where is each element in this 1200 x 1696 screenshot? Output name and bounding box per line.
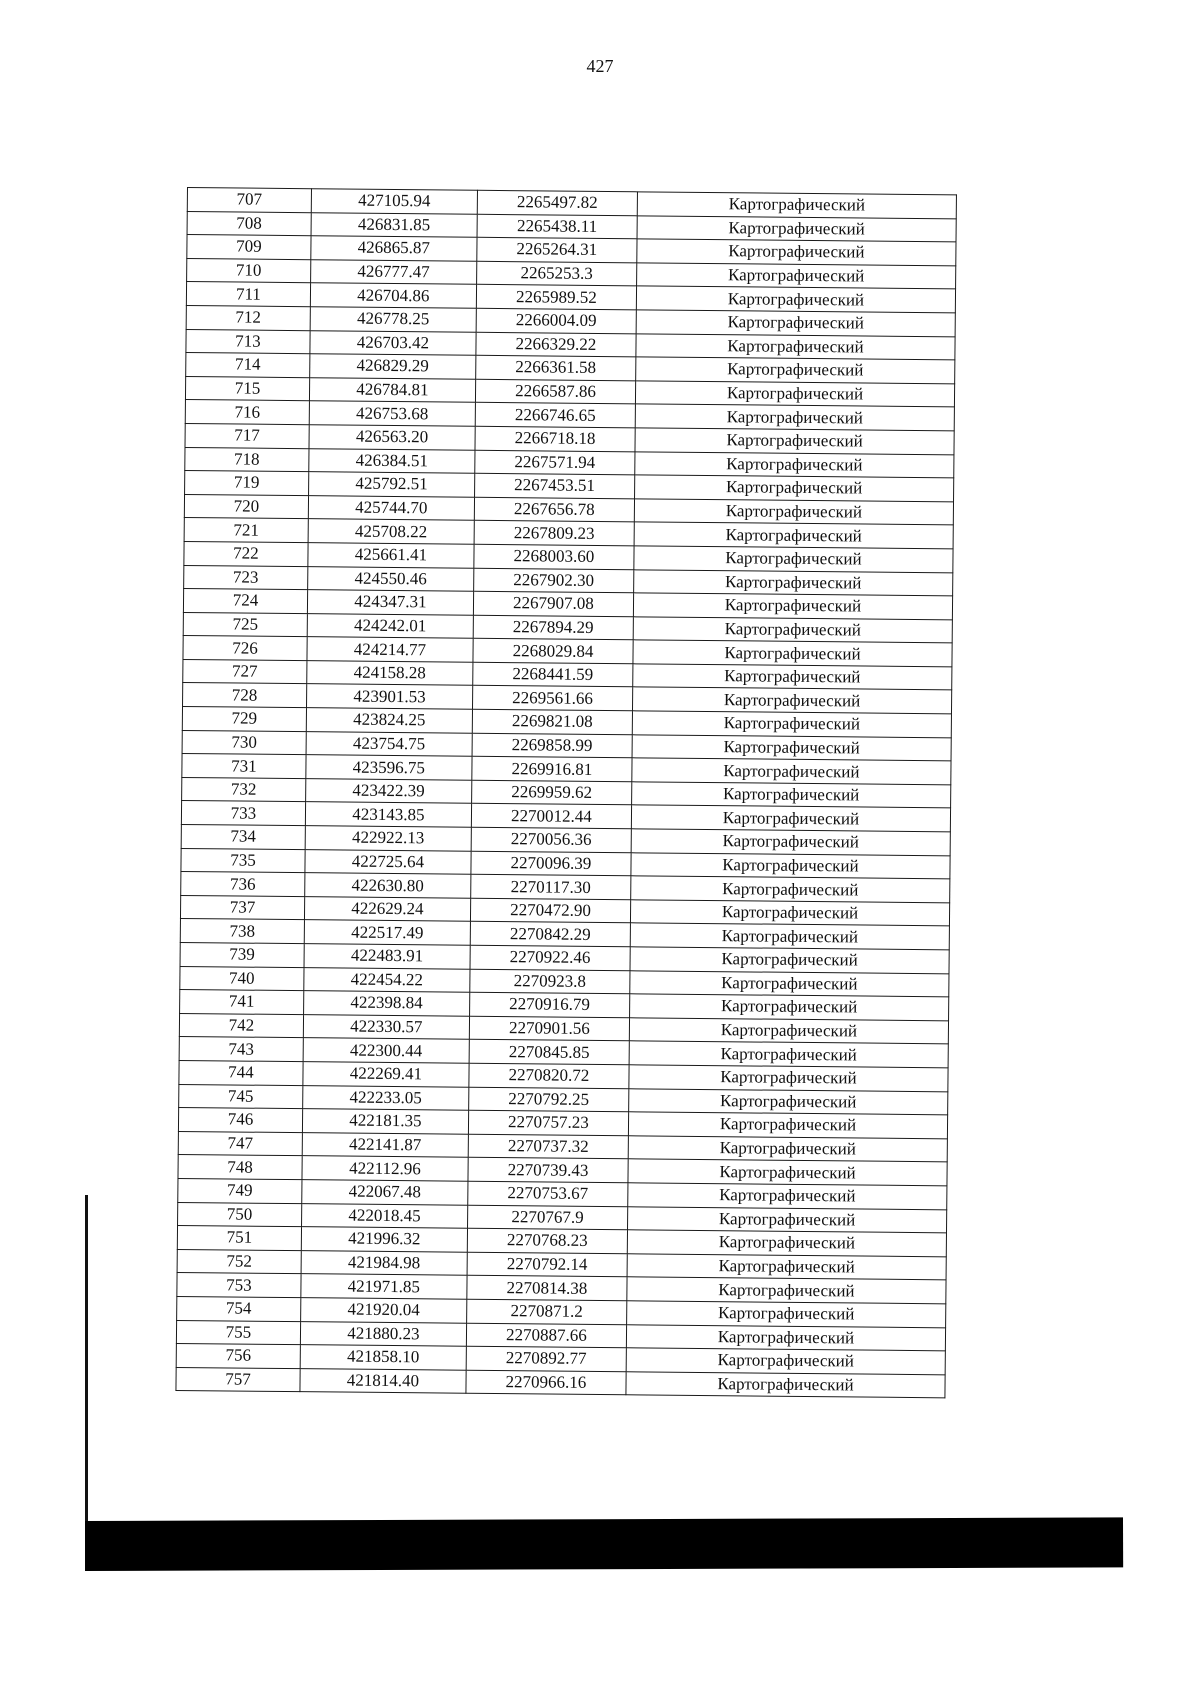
y-coordinate-cell: 2265438.11: [477, 214, 637, 239]
x-coordinate-cell: 421858.10: [300, 1345, 466, 1370]
method-cell: Картографический: [628, 1136, 947, 1163]
x-coordinate-cell: 422725.64: [305, 849, 471, 874]
y-coordinate-cell: 2266361.58: [476, 355, 636, 380]
x-coordinate-cell: 421880.23: [300, 1321, 466, 1346]
method-cell: Картографический: [636, 357, 955, 384]
y-coordinate-cell: 2270892.77: [466, 1346, 626, 1371]
x-coordinate-cell: 422629.24: [304, 896, 470, 921]
y-coordinate-cell: 2270966.16: [466, 1370, 626, 1395]
point-number-cell: 747: [178, 1131, 302, 1156]
point-number-cell: 754: [177, 1296, 301, 1321]
x-coordinate-cell: 426784.81: [309, 377, 475, 402]
page-number: 427: [586, 56, 614, 76]
y-coordinate-cell: 2266329.22: [476, 332, 636, 357]
method-cell: Картографический: [630, 994, 949, 1021]
method-cell: Картографический: [634, 499, 953, 526]
method-cell: Картографический: [635, 428, 954, 455]
x-coordinate-cell: 423596.75: [306, 755, 472, 780]
y-coordinate-cell: 2270768.23: [467, 1228, 627, 1253]
method-cell: Картографический: [630, 900, 949, 927]
point-number-cell: 739: [180, 942, 304, 967]
x-coordinate-cell: 422922.13: [305, 826, 471, 851]
method-cell: Картографический: [637, 263, 956, 290]
x-coordinate-cell: 423754.75: [306, 731, 472, 756]
point-number-cell: 725: [183, 612, 307, 637]
point-number-cell: 744: [179, 1060, 303, 1085]
point-number-cell: 737: [180, 895, 304, 920]
y-coordinate-cell: 2266004.09: [476, 308, 636, 333]
point-number-cell: 738: [180, 919, 304, 944]
x-coordinate-cell: 421814.40: [300, 1368, 466, 1393]
method-cell: Картографический: [628, 1206, 947, 1233]
y-coordinate-cell: 2270767.9: [467, 1205, 627, 1230]
point-number-cell: 708: [187, 211, 311, 236]
y-coordinate-cell: 2270012.44: [471, 804, 631, 829]
point-number-cell: 721: [184, 518, 308, 543]
coordinates-table: [175, 187, 957, 1399]
x-coordinate-cell: 423422.39: [306, 779, 472, 804]
y-coordinate-cell: 2269821.08: [472, 709, 632, 734]
y-coordinate-cell: 2268029.84: [473, 639, 633, 664]
x-coordinate-cell: 423824.25: [306, 708, 472, 733]
method-cell: Картографический: [634, 546, 953, 573]
y-coordinate-cell: 2270737.32: [468, 1134, 628, 1159]
point-number-cell: 710: [187, 258, 311, 283]
x-coordinate-cell: 425792.51: [308, 472, 474, 497]
x-coordinate-cell: 424214.77: [307, 637, 473, 662]
y-coordinate-cell: 2270842.29: [470, 922, 630, 947]
method-cell: Картографический: [629, 1065, 948, 1092]
point-number-cell: 755: [176, 1320, 300, 1345]
point-number-cell: 714: [186, 353, 310, 378]
point-number-cell: 740: [180, 966, 304, 991]
y-coordinate-cell: 2270845.85: [469, 1040, 629, 1065]
x-coordinate-cell: 425661.41: [308, 543, 474, 568]
point-number-cell: 726: [183, 636, 307, 661]
method-cell: Картографический: [628, 1159, 947, 1186]
x-coordinate-cell: 422112.96: [302, 1156, 468, 1181]
y-coordinate-cell: 2270096.39: [471, 851, 631, 876]
y-coordinate-cell: 2270916.79: [469, 992, 629, 1017]
method-cell: Картографический: [633, 664, 952, 691]
y-coordinate-cell: 2267894.29: [473, 615, 633, 640]
method-cell: Картографический: [631, 829, 950, 856]
y-coordinate-cell: 2267656.78: [474, 497, 634, 522]
y-coordinate-cell: 2266587.86: [475, 379, 635, 404]
x-coordinate-cell: 422067.48: [302, 1180, 468, 1205]
x-coordinate-cell: 423143.85: [305, 802, 471, 827]
y-coordinate-cell: 2270739.43: [468, 1158, 628, 1183]
point-number-cell: 728: [183, 683, 307, 708]
method-cell: Картографический: [629, 1041, 948, 1068]
method-cell: Картографический: [636, 333, 955, 360]
x-coordinate-cell: 422483.91: [304, 944, 470, 969]
method-cell: Картографический: [630, 923, 949, 950]
x-coordinate-cell: 422630.80: [305, 873, 471, 898]
x-coordinate-cell: 421920.04: [301, 1298, 467, 1323]
y-coordinate-cell: 2270792.14: [467, 1252, 627, 1277]
y-coordinate-cell: 2265264.31: [477, 237, 637, 262]
x-coordinate-cell: 426831.85: [311, 212, 477, 237]
x-coordinate-cell: 422300.44: [303, 1038, 469, 1063]
point-number-cell: 757: [176, 1367, 300, 1392]
x-coordinate-cell: 425708.22: [308, 519, 474, 544]
x-coordinate-cell: 422018.45: [301, 1203, 467, 1228]
x-coordinate-cell: 426777.47: [310, 259, 476, 284]
point-number-cell: 736: [181, 872, 305, 897]
point-number-cell: 720: [184, 494, 308, 519]
point-number-cell: 707: [187, 188, 311, 213]
point-number-cell: 734: [181, 825, 305, 850]
point-number-cell: 727: [183, 659, 307, 684]
y-coordinate-cell: 2270753.67: [468, 1181, 628, 1206]
point-number-cell: 752: [177, 1249, 301, 1274]
scan-bottom-band: [85, 1517, 1123, 1571]
method-cell: Картографический: [633, 616, 952, 643]
method-cell: Картографический: [626, 1371, 945, 1398]
point-number-cell: 711: [186, 282, 310, 307]
y-coordinate-cell: 2265989.52: [476, 285, 636, 310]
method-cell: Картографический: [629, 1018, 948, 1045]
y-coordinate-cell: 2270757.23: [468, 1110, 628, 1135]
method-cell: Картографический: [632, 711, 951, 738]
x-coordinate-cell: 422233.05: [303, 1085, 469, 1110]
method-cell: Картографический: [627, 1253, 946, 1280]
method-cell: Картографический: [627, 1301, 946, 1328]
y-coordinate-cell: 2265253.3: [476, 261, 636, 286]
point-number-cell: 745: [179, 1084, 303, 1109]
table-body: [176, 188, 957, 1399]
x-coordinate-cell: 424158.28: [307, 661, 473, 686]
y-coordinate-cell: 2267571.94: [475, 450, 635, 475]
point-number-cell: 718: [185, 447, 309, 472]
x-coordinate-cell: 424550.46: [308, 566, 474, 591]
point-number-cell: 730: [182, 730, 306, 755]
y-coordinate-cell: 2270887.66: [466, 1323, 626, 1348]
y-coordinate-cell: 2269561.66: [472, 686, 632, 711]
y-coordinate-cell: 2270814.38: [467, 1276, 627, 1301]
method-cell: Картографический: [628, 1183, 947, 1210]
scan-edge-bar: [85, 1195, 88, 1571]
x-coordinate-cell: 426778.25: [310, 307, 476, 332]
y-coordinate-cell: 2270923.8: [470, 969, 630, 994]
point-number-cell: 729: [182, 707, 306, 732]
x-coordinate-cell: 422517.49: [304, 920, 470, 945]
method-cell: Картографический: [637, 239, 956, 266]
point-number-cell: 723: [184, 565, 308, 590]
point-number-cell: 742: [179, 1013, 303, 1038]
method-cell: Картографический: [631, 876, 950, 903]
method-cell: Картографический: [628, 1112, 947, 1139]
x-coordinate-cell: 421971.85: [301, 1274, 467, 1299]
method-cell: Картографический: [630, 970, 949, 997]
method-cell: Картографический: [632, 734, 951, 761]
point-number-cell: 741: [180, 990, 304, 1015]
point-number-cell: 719: [185, 471, 309, 496]
x-coordinate-cell: 426753.68: [309, 401, 475, 426]
point-number-cell: 716: [185, 400, 309, 425]
method-cell: Картографический: [633, 640, 952, 667]
method-cell: Картографический: [627, 1277, 946, 1304]
point-number-cell: 732: [182, 777, 306, 802]
y-coordinate-cell: 2268441.59: [473, 662, 633, 687]
y-coordinate-cell: 2270922.46: [470, 945, 630, 970]
method-cell: Картографический: [635, 451, 954, 478]
y-coordinate-cell: 2266746.65: [475, 403, 635, 428]
method-cell: Картографический: [637, 215, 956, 242]
method-cell: Картографический: [627, 1230, 946, 1257]
y-coordinate-cell: 2265497.82: [477, 190, 637, 215]
point-number-cell: 724: [183, 589, 307, 614]
point-number-cell: 751: [177, 1226, 301, 1251]
y-coordinate-cell: 2267453.51: [474, 473, 634, 498]
method-cell: Картографический: [630, 947, 949, 974]
y-coordinate-cell: 2270792.25: [469, 1087, 629, 1112]
method-cell: Картографический: [633, 593, 952, 620]
point-number-cell: 713: [186, 329, 310, 354]
method-cell: Картографический: [626, 1348, 945, 1375]
y-coordinate-cell: 2268003.60: [474, 544, 634, 569]
x-coordinate-cell: 427105.94: [311, 189, 477, 214]
x-coordinate-cell: 422454.22: [304, 967, 470, 992]
method-cell: Картографический: [626, 1324, 945, 1351]
point-number-cell: 722: [184, 541, 308, 566]
x-coordinate-cell: 422330.57: [303, 1014, 469, 1039]
y-coordinate-cell: 2269959.62: [471, 780, 631, 805]
method-cell: Картографический: [632, 758, 951, 785]
point-number-cell: 743: [179, 1037, 303, 1062]
y-coordinate-cell: 2270117.30: [471, 874, 631, 899]
method-cell: Картографический: [632, 782, 951, 809]
method-cell: Картографический: [636, 286, 955, 313]
point-number-cell: 748: [178, 1155, 302, 1180]
x-coordinate-cell: 422269.41: [303, 1062, 469, 1087]
point-number-cell: 712: [186, 305, 310, 330]
point-number-cell: 733: [181, 801, 305, 826]
point-number-cell: 746: [178, 1108, 302, 1133]
method-cell: Картографический: [634, 522, 953, 549]
x-coordinate-cell: 422141.87: [302, 1132, 468, 1157]
x-coordinate-cell: 425744.70: [308, 495, 474, 520]
x-coordinate-cell: 421996.32: [301, 1227, 467, 1252]
x-coordinate-cell: 422181.35: [302, 1109, 468, 1134]
y-coordinate-cell: 2270871.2: [466, 1299, 626, 1324]
x-coordinate-cell: 426384.51: [309, 448, 475, 473]
y-coordinate-cell: 2270901.56: [469, 1016, 629, 1041]
method-cell: Картографический: [629, 1088, 948, 1115]
point-number-cell: 749: [178, 1178, 302, 1203]
x-coordinate-cell: 421984.98: [301, 1250, 467, 1275]
y-coordinate-cell: 2269916.81: [472, 757, 632, 782]
point-number-cell: 709: [187, 235, 311, 260]
method-cell: Картографический: [634, 569, 953, 596]
y-coordinate-cell: 2269858.99: [472, 733, 632, 758]
x-coordinate-cell: 424242.01: [307, 613, 473, 638]
y-coordinate-cell: 2267902.30: [474, 568, 634, 593]
x-coordinate-cell: 426829.29: [310, 354, 476, 379]
y-coordinate-cell: 2267907.08: [473, 591, 633, 616]
x-coordinate-cell: 426704.86: [310, 283, 476, 308]
y-coordinate-cell: 2270056.36: [471, 827, 631, 852]
method-cell: Картографический: [635, 381, 954, 408]
method-cell: Картографический: [632, 687, 951, 714]
method-cell: Картографический: [636, 310, 955, 337]
y-coordinate-cell: 2270472.90: [470, 898, 630, 923]
y-coordinate-cell: 2266718.18: [475, 426, 635, 451]
x-coordinate-cell: 422398.84: [303, 991, 469, 1016]
y-coordinate-cell: 2270820.72: [469, 1063, 629, 1088]
point-number-cell: 717: [185, 423, 309, 448]
point-number-cell: 731: [182, 754, 306, 779]
x-coordinate-cell: 424347.31: [307, 590, 473, 615]
x-coordinate-cell: 426563.20: [309, 425, 475, 450]
x-coordinate-cell: 426703.42: [310, 330, 476, 355]
x-coordinate-cell: 423901.53: [306, 684, 472, 709]
point-number-cell: 735: [181, 848, 305, 873]
y-coordinate-cell: 2267809.23: [474, 521, 634, 546]
point-number-cell: 756: [176, 1344, 300, 1369]
method-cell: Картографический: [637, 192, 956, 219]
method-cell: Картографический: [631, 852, 950, 879]
method-cell: Картографический: [631, 805, 950, 832]
method-cell: Картографический: [635, 404, 954, 431]
point-number-cell: 750: [178, 1202, 302, 1227]
point-number-cell: 753: [177, 1273, 301, 1298]
point-number-cell: 715: [185, 376, 309, 401]
method-cell: Картографический: [635, 475, 954, 502]
x-coordinate-cell: 426865.87: [311, 236, 477, 261]
